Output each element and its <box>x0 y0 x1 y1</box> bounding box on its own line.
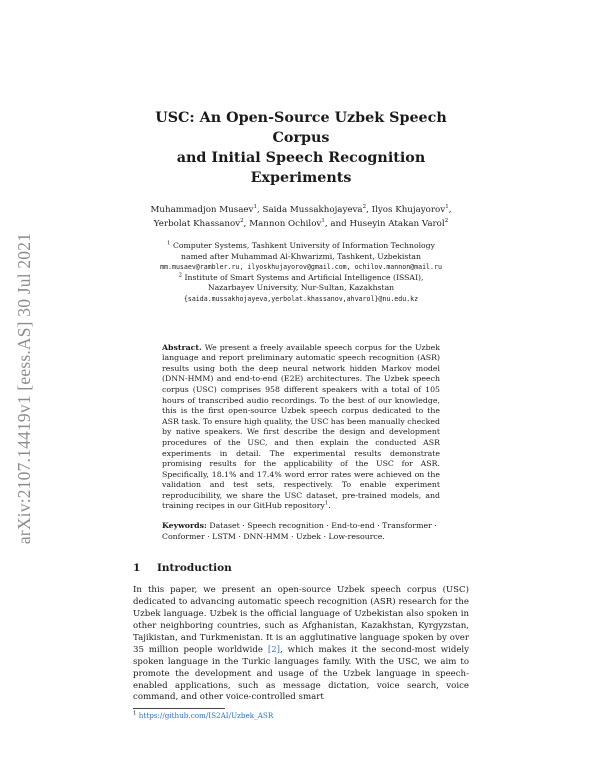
section-number: 1 <box>133 562 141 575</box>
section-title: Introduction <box>157 562 232 575</box>
paper-page <box>133 108 469 721</box>
author: Ilyos Khujayorov <box>371 205 446 215</box>
footnote-divider <box>133 708 225 709</box>
abstract: Abstract. We present a freely available speech corpus for the Uzbek language and report preliminary automatic speech recognition (ASR) results using both the deep neural network hidden Markov model (DNN-HMM) and end-to-end (E2E) architectures. The Uzbek speech corpus (USC) comprises 958 different speakers with a total of 105 hours of transcribed audio recordings. To the best of our knowledge, this is the first open-source Uzbek speech corpus dedicated to the ASR task. To ensure high quality, the USC has been manually checked by native speakers. We first describe the design and development procedures of the USC, and then explain the conducted ASR experiments in detail. The experimental results demonstrate promising results for the applicability of the USC for ASR. Specifically, 18.1% and 17.4% word error rates were achieved on the validation and test sets, respectively. To enable experiment reproducibility, we share the USC dataset, pre-trained models, and training recipes in our GitHub repository$^1$. <box>162 342 440 511</box>
section-heading <box>133 561 469 575</box>
author: Yerbolat Khassanov <box>153 219 241 229</box>
author-line-1: Muhammadjon Musaev$^1$, Saida Mussakhojayeva$^2$, Ilyos Khujayorov$^1$, <box>150 204 452 215</box>
intro-paragraph: In this paper, we present an open-source Uzbek speech corpus (USC) dedicated to advancing automatic speech recognition (ASR) research for the Uzbek language. Uzbek is the official language of Uzbekistan also spoken in other neighboring countries, such as Afghanistan, Kazakhstan, Kyrgyzstan, Tajikistan, and Turkmenistan. It is an agglutinative language spoken by over 35 million people worldwide [2], which makes it the second-most widely spoken language in the Turkic languages family. With the USC, we aim to promote the development and usage of the Uzbek language in speech-enabled applications, such as message dictation, voice search, voice command, and other voice-controlled smart <box>133 585 470 703</box>
affiliation-1-line-1: $^1$ Computer Systems, Tashkent University of Information Technology <box>167 240 435 250</box>
footnote <box>133 711 469 721</box>
title-line-2: and Initial Speech Recognition Experiments <box>176 150 426 186</box>
arxiv-stamp <box>2 192 48 584</box>
abstract-label: Abstract. <box>162 342 202 352</box>
abstract-footnote-mark: 1 <box>324 500 329 507</box>
citation-link[interactable]: [2] <box>267 644 281 655</box>
author: Huseyin Atakan Varol <box>349 219 445 229</box>
affiliation-2-line-2: Nazarbayev University, Nur-Sultan, Kazakhstan <box>207 283 395 293</box>
affiliations <box>133 241 469 305</box>
author: Saida Mussakhojayeva <box>262 205 363 215</box>
affiliation-1-emails: mm.musaev@rambler.ru, ilyoskhujayorov@gmail.com, ochilov.mannon@mail.ru <box>160 263 442 272</box>
author-list <box>133 203 469 231</box>
keywords <box>162 521 440 542</box>
paper-title <box>133 108 469 188</box>
author: Mannon Ochilov <box>249 219 322 229</box>
keywords-text: Dataset · Speech recognition · End-to-end · Transformer · Conformer · LSTM · DNN-HMM · Uzbek · Low-resource. <box>162 521 437 541</box>
affiliation-2-line-1: $^2$ Institute of Smart Systems and Artificial Intelligence (ISSAI), <box>178 272 424 282</box>
title-line-1: USC: An Open-Source Uzbek Speech Corpus <box>155 110 447 146</box>
abstract-text: We present a freely available speech corpus for the Uzbek language and report preliminary automatic speech recognition (ASR) results using both the deep neural network hidden Markov model (DNN-HMM) and end-to-end (E2E) architectures. The Uzbek speech corpus (USC) comprises 958 different speakers with a total of 105 hours of transcribed audio recordings. To the best of our knowledge, this is the first open-source Uzbek speech corpus dedicated to the ASR task. To ensure high quality, the USC has been manually checked by native speakers. We first describe the design and development procedures of the USC, and then explain the conducted ASR experiments in detail. The experimental results demonstrate promising results for the applicability of the USC for ASR. Specifically, 18.1% and 17.4% word error rates were achieved on the validation and test sets, respectively. To enable experiment reproducibility, we share the USC dataset, pre-trained models, and training recipes in our GitHub repository <box>162 342 440 511</box>
keywords-label: Keywords: <box>162 521 207 531</box>
author: Muhammadjon Musaev <box>150 205 254 215</box>
footnote-mark: 1 <box>133 710 137 717</box>
github-link[interactable]: https://github.com/IS2AI/Uzbek_ASR <box>138 711 274 721</box>
arxiv-stamp-text: arXiv:2107.14419v1 [eess.AS] 30 Jul 2021 <box>14 232 35 544</box>
author-line-2: Yerbolat Khassanov$^2$, Mannon Ochilov$^1$, and Huseyin Atakan Varol$^2$ <box>153 218 449 229</box>
affiliation-2-emails: {saida.mussakhojayeva,yerbolat.khassanov,ahvarol}@nu.edu.kz <box>183 294 419 303</box>
affiliation-1-line-2: named after Muhammad Al-Khwarizmi, Tashkent, Uzbekistan <box>181 251 421 261</box>
